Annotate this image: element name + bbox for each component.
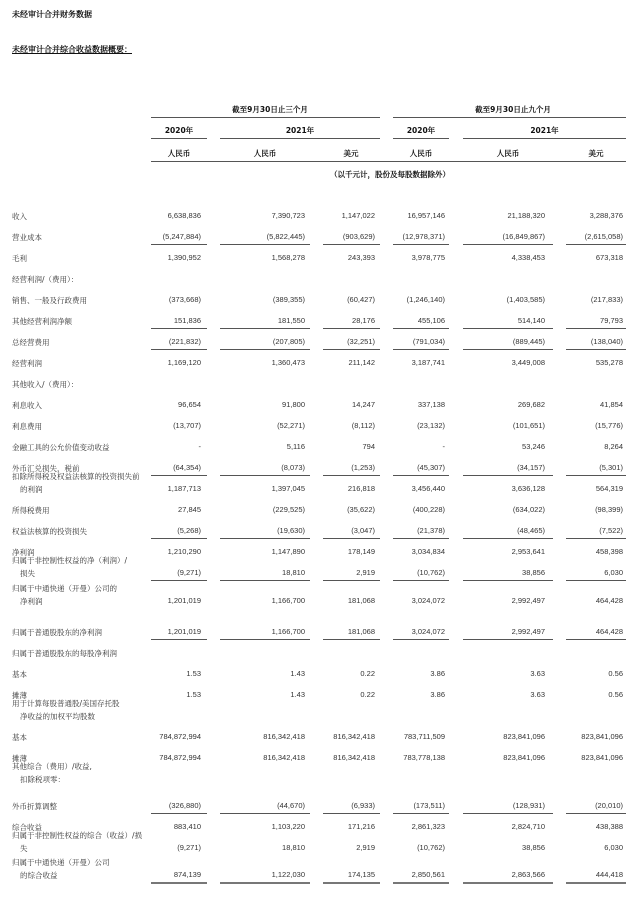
cell-value: 1,568,278 <box>271 253 305 262</box>
subtotal-rule <box>566 813 626 814</box>
subtotal-rule <box>220 475 310 476</box>
year-rule <box>463 138 626 139</box>
cell-value: 1,103,220 <box>271 822 305 831</box>
cell-value: 5,116 <box>286 442 305 451</box>
cell-value: (7,522) <box>599 526 623 535</box>
header-bottom-rule <box>151 161 626 162</box>
cell-value: 2,919 <box>356 568 375 577</box>
subtotal-rule <box>220 580 310 581</box>
cell-value: 3.63 <box>530 690 545 699</box>
year-header-3m-2020: 2020年 <box>164 126 194 135</box>
cell-value: (20,010) <box>595 801 623 810</box>
cell-value: (138,040) <box>590 337 623 346</box>
subtotal-rule <box>463 580 553 581</box>
cell-value: 211,142 <box>348 358 375 367</box>
cell-value: (229,525) <box>272 505 305 514</box>
row-label: 基本 <box>12 733 27 742</box>
cell-value: 6,030 <box>604 568 623 577</box>
cell-value: 174,135 <box>347 870 375 879</box>
cell-value: 41,854 <box>600 400 623 409</box>
cell-value: 823,841,096 <box>581 753 623 762</box>
cell-value: 269,682 <box>517 400 545 409</box>
year-header-3m-2021: 2021年 <box>285 126 315 135</box>
row-label-continued: 的综合收益 <box>20 871 58 880</box>
period-9m-header: 截至9月30日止九个月 <box>475 105 551 114</box>
row-label: 归属于非控制性权益的净（利润）/ <box>12 556 128 565</box>
cell-value: (217,833) <box>590 295 623 304</box>
subtotal-rule <box>393 538 449 539</box>
row-label: 利息费用 <box>12 422 42 431</box>
cell-value: 1.43 <box>290 669 305 678</box>
year-rule <box>393 138 449 139</box>
cell-value: 3.86 <box>430 669 445 678</box>
subtotal-rule <box>323 580 380 581</box>
cell-value: 6,638,836 <box>167 211 201 220</box>
row-label: 所得税费用 <box>12 506 50 515</box>
row-label: 摊薄 <box>12 691 27 700</box>
cell-value: (634,022) <box>512 505 545 514</box>
row-label: 归属于非控制性权益的综合（收益）/损 <box>12 831 143 840</box>
cell-value: 3,456,440 <box>411 484 445 493</box>
cell-value: 53,246 <box>522 442 545 451</box>
cell-value: 178,149 <box>347 547 375 556</box>
total-double-rule <box>566 882 626 884</box>
section-title: 未经审计合并综合收益数据概要： <box>12 45 132 54</box>
cell-value: (791,034) <box>412 337 445 346</box>
cell-value: 784,872,994 <box>159 753 201 762</box>
subtotal-rule <box>393 580 449 581</box>
subtotal-rule <box>393 328 449 329</box>
cell-value: 2,919 <box>356 843 375 852</box>
cell-value: 874,139 <box>173 870 201 879</box>
cell-value: 18,810 <box>282 568 305 577</box>
cell-value: (16,849,867) <box>502 232 545 241</box>
subtotal-rule <box>323 813 380 814</box>
cell-value: (32,251) <box>347 337 375 346</box>
subtotal-rule <box>566 580 626 581</box>
subtotal-rule <box>463 328 553 329</box>
cell-value: 823,841,096 <box>503 753 545 762</box>
cell-value: (6,933) <box>351 801 375 810</box>
cell-value: 337,138 <box>417 400 445 409</box>
subtotal-rule <box>151 475 207 476</box>
subtotal-rule <box>463 639 553 640</box>
cell-value: (23,132) <box>417 421 445 430</box>
cell-value: 1.43 <box>290 690 305 699</box>
cell-value: 823,841,096 <box>503 732 545 741</box>
cell-value: (400,228) <box>412 505 445 514</box>
row-label-continued: 的利润 <box>20 485 43 494</box>
cell-value: 21,188,320 <box>507 211 545 220</box>
cell-value: (52,271) <box>277 421 305 430</box>
total-double-rule <box>220 882 310 884</box>
row-label: 权益法核算的投资损失 <box>12 527 87 536</box>
cell-value: 2,992,497 <box>511 627 545 636</box>
row-label: 其他收入/（费用）： <box>12 380 79 389</box>
cell-value: 3,636,128 <box>511 484 545 493</box>
subtotal-rule <box>463 538 553 539</box>
subtotal-rule <box>393 639 449 640</box>
cell-value: 181,550 <box>277 316 305 325</box>
cell-value: (64,354) <box>173 463 201 472</box>
cell-value: 816,342,418 <box>333 753 375 762</box>
cell-value: 8,264 <box>604 442 623 451</box>
cell-value: 2,992,497 <box>511 596 545 605</box>
cell-value: (101,651) <box>512 421 545 430</box>
cell-value: 514,140 <box>517 316 545 325</box>
subtotal-rule <box>220 349 310 350</box>
row-label: 经营利润 <box>12 359 42 368</box>
cell-value: 2,953,641 <box>511 547 545 556</box>
cell-value: 823,841,096 <box>581 732 623 741</box>
subtotal-rule <box>220 538 310 539</box>
row-label: 摊薄 <box>12 754 27 763</box>
cell-value: (5,301) <box>599 463 623 472</box>
cell-value: 2,863,566 <box>511 870 545 879</box>
cell-value: 171,216 <box>347 822 375 831</box>
cell-value: 1,201,019 <box>167 596 201 605</box>
cell-value: 0.22 <box>360 690 375 699</box>
cell-value: 564,319 <box>595 484 623 493</box>
cell-value: 79,793 <box>600 316 623 325</box>
currency-header: 美元 <box>588 149 604 158</box>
currency-header: 人民币 <box>167 149 191 158</box>
cell-value: 1.53 <box>186 669 201 678</box>
cell-value: - <box>442 442 445 451</box>
cell-value: (10,762) <box>417 843 445 852</box>
subtotal-rule <box>151 538 207 539</box>
cell-value: 0.56 <box>608 690 623 699</box>
cell-value: 455,106 <box>417 316 445 325</box>
cell-value: 1,201,019 <box>167 627 201 636</box>
cell-value: 3,449,008 <box>511 358 545 367</box>
subtotal-rule <box>220 328 310 329</box>
cell-value: (45,307) <box>417 463 445 472</box>
cell-value: (15,776) <box>595 421 623 430</box>
subtotal-rule <box>393 475 449 476</box>
row-label: 归属于中通快递（开曼）公司的 <box>12 584 117 593</box>
cell-value: 1,147,890 <box>271 547 305 556</box>
cell-value: 816,342,418 <box>263 732 305 741</box>
period-3m-header: 截至9月30日止三个月 <box>232 105 308 114</box>
subtotal-rule <box>220 813 310 814</box>
subtotal-rule <box>151 244 207 245</box>
cell-value: 38,856 <box>522 568 545 577</box>
cell-value: (21,378) <box>417 526 445 535</box>
cell-value: 243,393 <box>347 253 375 262</box>
cell-value: (19,630) <box>277 526 305 535</box>
cell-value: (2,615,058) <box>584 232 623 241</box>
cell-value: (326,880) <box>168 801 201 810</box>
year-rule <box>151 138 207 139</box>
cell-value: 16,957,146 <box>407 211 445 220</box>
row-label-continued: 扣除税项零： <box>20 775 65 784</box>
cell-value: 91,800 <box>282 400 305 409</box>
cell-value: 458,398 <box>595 547 623 556</box>
cell-value: 1.53 <box>186 690 201 699</box>
cell-value: 216,818 <box>347 484 375 493</box>
cell-value: 3.86 <box>430 690 445 699</box>
cell-value: (221,832) <box>168 337 201 346</box>
cell-value: (207,805) <box>272 337 305 346</box>
cell-value: (9,271) <box>177 568 201 577</box>
cell-value: 816,342,418 <box>333 732 375 741</box>
cell-value: 14,247 <box>352 400 375 409</box>
cell-value: 464,428 <box>595 596 623 605</box>
row-label: 基本 <box>12 670 27 679</box>
year-rule <box>220 138 380 139</box>
row-label: 经营利润/（费用）： <box>12 275 79 284</box>
cell-value: (98,399) <box>595 505 623 514</box>
cell-value: 2,824,710 <box>511 822 545 831</box>
cell-value: 673,318 <box>595 253 623 262</box>
cell-value: 6,030 <box>604 843 623 852</box>
cell-value: 27,845 <box>178 505 201 514</box>
subtotal-rule <box>463 349 553 350</box>
row-label: 毛利 <box>12 254 27 263</box>
cell-value: 28,176 <box>352 316 375 325</box>
cell-value: (128,931) <box>512 801 545 810</box>
cell-value: 816,342,418 <box>263 753 305 762</box>
cell-value: 1,147,022 <box>341 211 375 220</box>
cell-value: 3,978,775 <box>411 253 445 262</box>
subtotal-rule <box>151 639 207 640</box>
cell-value: 4,338,453 <box>511 253 545 262</box>
cell-value: 783,778,138 <box>403 753 445 762</box>
cell-value: (34,157) <box>517 463 545 472</box>
row-label: 归属于普通股股东的每股净利润 <box>12 649 117 658</box>
cell-value: (889,445) <box>512 337 545 346</box>
document-title: 未经审计合并财务数据 <box>12 10 92 19</box>
row-label: 外币折算调整 <box>12 802 57 811</box>
cell-value: (12,978,371) <box>402 232 445 241</box>
cell-value: (3,047) <box>351 526 375 535</box>
total-double-rule <box>323 882 380 884</box>
cell-value: 151,836 <box>173 316 201 325</box>
cell-value: (10,762) <box>417 568 445 577</box>
total-double-rule <box>151 882 207 884</box>
total-double-rule <box>393 882 449 884</box>
subtotal-rule <box>323 244 380 245</box>
cell-value: 3,024,072 <box>411 596 445 605</box>
cell-value: 181,068 <box>347 596 375 605</box>
unit-note: （以千元计，股份及每股数据除外） <box>330 170 450 179</box>
currency-header: 人民币 <box>496 149 520 158</box>
subtotal-rule <box>463 475 553 476</box>
subtotal-rule <box>220 639 310 640</box>
cell-value: 3,034,834 <box>411 547 445 556</box>
subtotal-rule <box>323 475 380 476</box>
cell-value: 783,711,509 <box>403 732 445 741</box>
subtotal-rule <box>566 349 626 350</box>
cell-value: 1,210,290 <box>167 547 201 556</box>
cell-value: 3,288,376 <box>589 211 623 220</box>
cell-value: (1,403,585) <box>506 295 545 304</box>
subtotal-rule <box>151 580 207 581</box>
row-label-continued: 净收益的加权平均股数 <box>20 712 95 721</box>
cell-value: (5,247,884) <box>162 232 201 241</box>
cell-value: 2,861,323 <box>411 822 445 831</box>
cell-value: 438,388 <box>595 822 623 831</box>
cell-value: (8,112) <box>351 421 375 430</box>
cell-value: (5,822,445) <box>266 232 305 241</box>
row-label: 其他经营利润净额 <box>12 317 72 326</box>
cell-value: 1,390,952 <box>167 253 201 262</box>
row-label: 用于计算每股普通股/美国存托股 <box>12 699 120 708</box>
row-label-continued: 净利润 <box>20 597 43 606</box>
row-label: 销售、一般及行政费用 <box>12 296 87 305</box>
cell-value: (5,268) <box>177 526 201 535</box>
subtotal-rule <box>323 538 380 539</box>
currency-header: 人民币 <box>253 149 277 158</box>
cell-value: (44,670) <box>277 801 305 810</box>
row-label: 外币汇兑损失，税前 <box>12 464 80 473</box>
year-header-9m-2020: 2020年 <box>406 126 436 135</box>
currency-header: 人民币 <box>409 149 433 158</box>
cell-value: 535,278 <box>595 358 623 367</box>
row-label: 净利润 <box>12 548 35 557</box>
cell-value: (373,668) <box>168 295 201 304</box>
cell-value: - <box>198 442 201 451</box>
subtotal-rule <box>323 328 380 329</box>
subtotal-rule <box>151 813 207 814</box>
cell-value: 2,850,561 <box>411 870 445 879</box>
subtotal-rule <box>323 349 380 350</box>
row-label-continued: 损失 <box>20 569 35 578</box>
cell-value: 3,024,072 <box>411 627 445 636</box>
cell-value: 794 <box>362 442 375 451</box>
cell-value: 883,410 <box>173 822 201 831</box>
cell-value: (1,253) <box>351 463 375 472</box>
total-double-rule <box>463 882 553 884</box>
row-label: 归属于普通股股东的净利润 <box>12 628 102 637</box>
cell-value: 1,166,700 <box>271 596 305 605</box>
cell-value: 7,390,723 <box>271 211 305 220</box>
row-label: 扣除所得税及权益法核算的投资损失前 <box>12 472 140 481</box>
cell-value: 444,418 <box>595 870 623 879</box>
cell-value: (35,622) <box>347 505 375 514</box>
cell-value: 1,122,030 <box>271 870 305 879</box>
subtotal-rule <box>463 813 553 814</box>
row-label: 金融工具的公允价值变动收益 <box>12 443 110 452</box>
period-3m-rule <box>151 117 380 118</box>
cell-value: (8,073) <box>281 463 305 472</box>
cell-value: 18,810 <box>282 843 305 852</box>
subtotal-rule <box>220 244 310 245</box>
cell-value: 38,856 <box>522 843 545 852</box>
cell-value: 464,428 <box>595 627 623 636</box>
subtotal-rule <box>566 639 626 640</box>
row-label: 归属于中通快递（开曼）公司 <box>12 858 110 867</box>
subtotal-rule <box>566 538 626 539</box>
cell-value: 1,169,120 <box>167 358 201 367</box>
row-label: 其他综合（费用）/收益, <box>12 762 92 771</box>
subtotal-rule <box>151 328 207 329</box>
cell-value: (389,355) <box>272 295 305 304</box>
subtotal-rule <box>151 349 207 350</box>
cell-value: (13,707) <box>173 421 201 430</box>
row-label: 总经营费用 <box>12 338 50 347</box>
cell-value: 1,397,045 <box>271 484 305 493</box>
row-label: 利息收入 <box>12 401 42 410</box>
cell-value: 1,360,473 <box>271 358 305 367</box>
cell-value: 784,872,994 <box>159 732 201 741</box>
cell-value: 3,187,741 <box>411 358 445 367</box>
cell-value: (9,271) <box>177 843 201 852</box>
subtotal-rule <box>323 639 380 640</box>
cell-value: 181,068 <box>347 627 375 636</box>
subtotal-rule <box>393 349 449 350</box>
cell-value: 0.56 <box>608 669 623 678</box>
year-header-9m-2021: 2021年 <box>530 126 559 135</box>
cell-value: (173,511) <box>413 801 445 810</box>
cell-value: 1,166,700 <box>271 627 305 636</box>
cell-value: (48,465) <box>517 526 545 535</box>
subtotal-rule <box>566 328 626 329</box>
row-label: 综合收益 <box>12 823 42 832</box>
cell-value: (1,246,140) <box>406 295 445 304</box>
cell-value: 0.22 <box>360 669 375 678</box>
row-label: 营业成本 <box>12 233 42 242</box>
cell-value: (903,629) <box>342 232 375 241</box>
row-label-continued: 失 <box>20 844 28 853</box>
subtotal-rule <box>393 244 449 245</box>
cell-value: 3.63 <box>530 669 545 678</box>
period-9m-rule <box>393 117 626 118</box>
row-label: 收入 <box>12 212 27 221</box>
currency-header: 美元 <box>343 149 359 158</box>
subtotal-rule <box>393 813 449 814</box>
cell-value: 1,187,713 <box>167 484 201 493</box>
subtotal-rule <box>566 244 626 245</box>
subtotal-rule <box>566 475 626 476</box>
cell-value: (60,427) <box>347 295 375 304</box>
cell-value: 96,654 <box>178 400 201 409</box>
subtotal-rule <box>463 244 553 245</box>
